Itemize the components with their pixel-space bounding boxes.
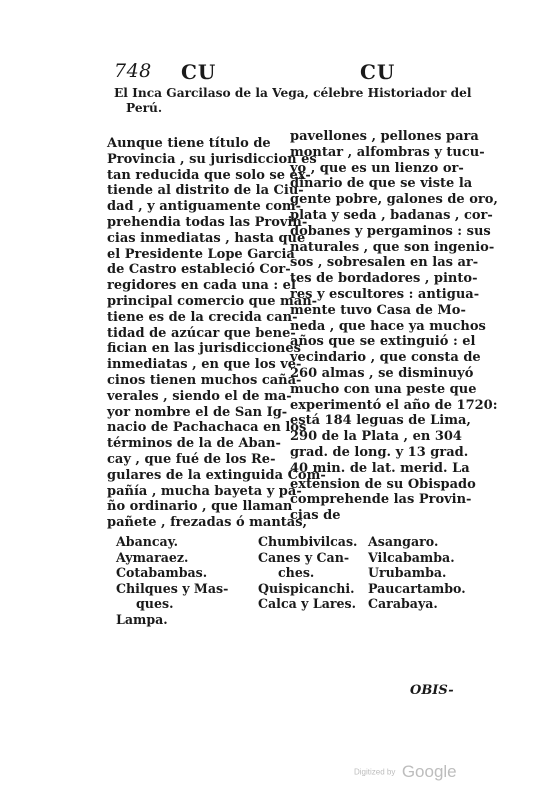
- text-line: Aunque tiene título de: [107, 136, 271, 151]
- text-line: tiene es de la crecida can-: [107, 309, 298, 325]
- text-line: dad , y antiguamente com-: [107, 199, 302, 215]
- text-line: ño ordinario , que llaman: [107, 499, 293, 515]
- digitized-by-google-watermark: [354, 762, 457, 782]
- text-line: plata y seda , badanas , cor-: [290, 207, 493, 223]
- text-line: tidad de azúcar que bene-: [107, 325, 296, 341]
- text-line: extension de su Obispado: [290, 476, 476, 492]
- text-line: el Presidente Lope Garcia: [107, 246, 295, 262]
- text-line: está 184 leguas de Lima,: [290, 413, 471, 429]
- text-line: yo , que es un lienzo or-: [290, 160, 464, 176]
- text-line: vecindario , que consta de: [290, 350, 481, 366]
- text-line: yor nombre el de San Ig-: [107, 404, 288, 420]
- text-line: cinos tienen muchos caña-: [107, 372, 302, 388]
- text-line: 40 min. de lat. merid. La: [290, 460, 470, 476]
- text-line: pavellones , pellones para: [290, 129, 479, 144]
- text-line: pañía , mucha bayeta y pa-: [107, 483, 302, 499]
- province-list-column-3: [368, 534, 466, 612]
- province-item: Calca y Lares.: [258, 596, 357, 612]
- text-line: cias de: [290, 508, 341, 524]
- text-line: inmediatas , en que los ve-: [107, 357, 302, 373]
- page-number: 748: [114, 60, 152, 82]
- intro-line-1: El Inca Garcilaso de la Vega, célebre Historiador del: [114, 86, 472, 100]
- province-item: Paucartambo.: [368, 580, 466, 596]
- text-line: gente pobre, galones de oro,: [290, 192, 498, 208]
- intro-line: [114, 86, 474, 115]
- text-line: comprehende las Provin-: [290, 492, 472, 508]
- right-text-column: [290, 129, 498, 524]
- text-line: tiende al distrito de la Ciu-: [107, 183, 304, 199]
- text-line: prehendia todas las Provin-: [107, 214, 308, 230]
- text-line: Provincia , su jurisdiccion es: [107, 151, 317, 167]
- province-item: Urubamba.: [368, 565, 447, 581]
- province-list-column-1: [116, 534, 228, 628]
- text-line: verales , siendo el de ma-: [107, 388, 292, 404]
- text-line: principal comercio que man-: [107, 293, 318, 309]
- text-line: sos , sobresalen en las ar-: [290, 255, 479, 271]
- text-line: de Castro estableció Cor-: [107, 262, 291, 278]
- text-line: regidores en cada una : el: [107, 278, 296, 294]
- text-line: 260 almas , se disminuyó: [290, 365, 474, 381]
- province-item: Chilques y Mas-: [116, 580, 229, 596]
- text-line: 290 de la Plata , en 304: [290, 429, 462, 445]
- text-line: tes de bordadores , pinto-: [290, 271, 478, 287]
- text-line: pañete , frezadas ó mantas,: [107, 515, 308, 531]
- province-item: Quispicanchi.: [258, 580, 355, 596]
- province-item: Lampa.: [116, 611, 168, 627]
- text-line: grad. de long. y 13 grad.: [290, 444, 469, 460]
- watermark-small-text: Digitized by: [354, 767, 396, 777]
- text-line: montar , alfombras y tucu-: [290, 144, 485, 160]
- province-item: Asangaro.: [368, 534, 439, 549]
- province-item: Abancay.: [116, 534, 178, 549]
- province-item: Vilcabamba.: [368, 549, 455, 565]
- text-line: experimentó el año de 1720:: [290, 397, 498, 413]
- text-line: años que se extinguió : el: [290, 334, 476, 350]
- text-line: dinario de que se viste la: [290, 176, 473, 192]
- text-line: mucho con una peste que: [290, 381, 477, 397]
- watermark-google-logo: Google: [401, 762, 457, 781]
- intro-line-2: Perú.: [126, 101, 163, 115]
- catchword: OBIS-: [410, 683, 454, 698]
- running-head-right: CU: [360, 60, 396, 84]
- province-item: Canes y Can-: [258, 549, 350, 565]
- text-line: res y escultores : antigua-: [290, 286, 480, 302]
- province-item: ches.: [278, 565, 315, 581]
- text-line: neda , que hace ya muchos: [290, 318, 486, 334]
- text-line: gulares de la extinguida Com-: [107, 467, 326, 483]
- province-item: Carabaya.: [368, 596, 438, 612]
- text-line: tan reducida que solo se ex-: [107, 167, 311, 183]
- text-line: dobanes y pergaminos : sus: [290, 223, 491, 239]
- running-head-left: CU: [181, 60, 217, 84]
- province-item: Chumbivilcas.: [258, 534, 358, 549]
- text-line: cay , que fué de los Re-: [107, 451, 276, 467]
- province-item: Cotabambas.: [116, 565, 208, 581]
- text-line: naturales , que son ingenio-: [290, 239, 495, 255]
- text-line: nacio de Pachachaca en los: [107, 420, 307, 436]
- text-line: fician en las jurisdicciones: [107, 341, 301, 357]
- province-item: Aymaraez.: [116, 549, 189, 565]
- text-line: mente tuvo Casa de Mo-: [290, 302, 466, 318]
- text-line: cias inmediatas , hasta que: [107, 230, 306, 246]
- province-list-column-2: [258, 534, 357, 612]
- text-line: términos de la de Aban-: [107, 436, 281, 452]
- province-item: ques.: [136, 596, 174, 612]
